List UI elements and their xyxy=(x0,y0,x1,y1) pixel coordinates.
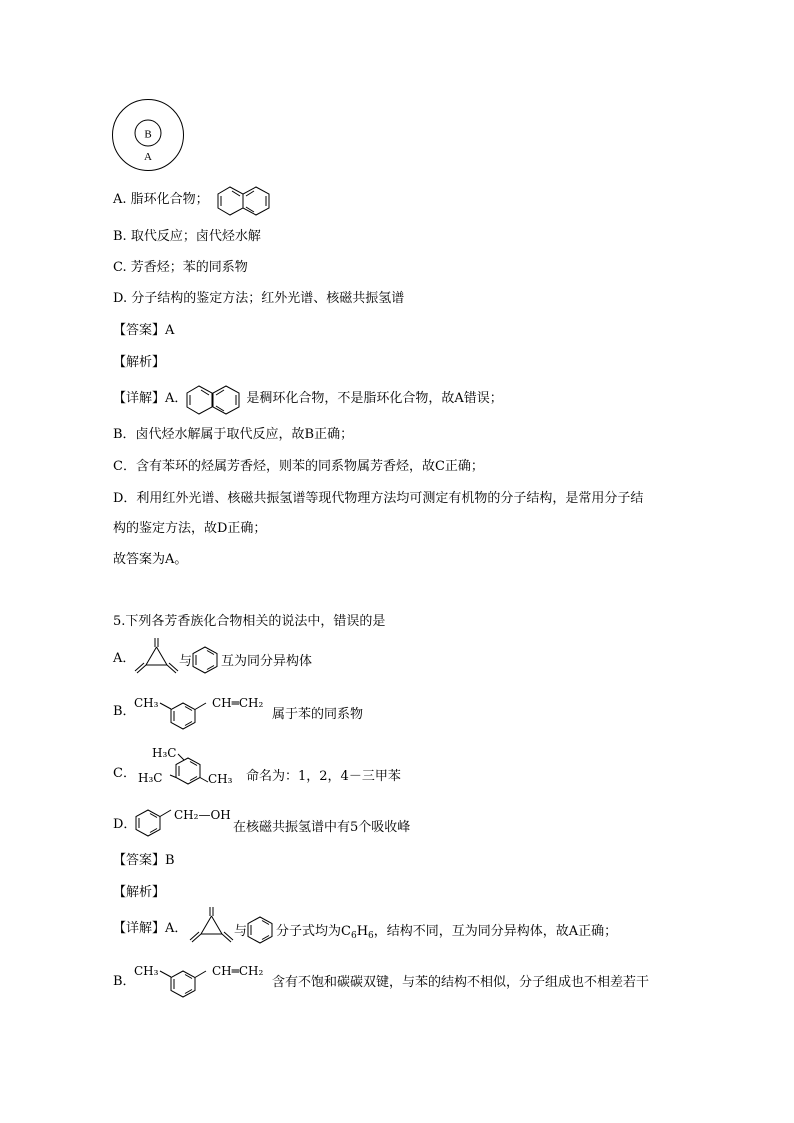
naphthalene-structure-2 xyxy=(186,385,242,415)
q5-option-d-text: 在核磁共振氢谱中有5个吸收峰 xyxy=(233,820,411,835)
vinyl-label-detail-b: CH═CH₂ xyxy=(212,964,264,978)
q4-option-c: C. 芳香烃；苯的同系物 xyxy=(113,260,248,275)
q4-analysis-heading: 【解析】 xyxy=(113,355,166,370)
q4-detail-d-line2: 构的鉴定方法，故D正确； xyxy=(113,521,267,536)
q5-option-a-and: 与 xyxy=(179,654,193,669)
q5-analysis-heading: 【解析】 xyxy=(113,885,166,900)
naphthalene-structure-1 xyxy=(217,186,271,216)
methylenecyclopropene-structure-1 xyxy=(135,637,177,677)
q5-option-c-label: C． xyxy=(113,766,136,781)
q5-option-d-label: D． xyxy=(113,817,137,832)
ch3-label-detail-b: CH₃ xyxy=(134,964,159,978)
q5-option-c-text: 命名为：1，2，4－三甲苯 xyxy=(246,769,401,784)
q5-detail-a-prefix: 【详解】A． xyxy=(113,921,188,936)
q5-option-b-text: 属于苯的同系物 xyxy=(272,707,364,722)
outer-label: A xyxy=(144,151,152,163)
q4-detail-a: 【详解】A． 是稠环化合物，不是脂环化合物，故A错误； xyxy=(113,391,503,406)
methylenecyclopropene-structure-2 xyxy=(190,906,232,946)
q4-conclusion: 故答案为A。 xyxy=(113,552,188,567)
q4-option-a: A. 脂环化合物； xyxy=(113,192,209,207)
q5-detail-b-text: 含有不饱和碳碳双键，与苯的结构不相似，分子组成也不相差若干 xyxy=(272,975,650,990)
vinyltoluene-structure-detail xyxy=(160,965,216,999)
h3c-label-left: H₃C xyxy=(138,771,163,785)
ch2oh-label: CH₂—OH xyxy=(174,808,231,822)
q5-option-b-label: B． xyxy=(113,704,136,719)
benzene-ring-detail-a xyxy=(246,916,276,944)
q5-option-a-label: A． xyxy=(113,651,136,666)
benzyl-alcohol-structure xyxy=(133,808,177,840)
venn-diagram xyxy=(111,98,191,178)
benzene-ring-a xyxy=(191,646,221,674)
q4-detail-b: B．卤代烃水解属于取代反应，故B正确； xyxy=(113,427,354,442)
ch3-label-b: CH₃ xyxy=(134,696,159,710)
h3c-label-top: H₃C xyxy=(152,746,177,760)
q5-stem: 5.下列各芳香族化合物相关的说法中，错误的是 xyxy=(113,614,386,629)
q5-option-a-text: 互为同分异构体 xyxy=(221,654,313,669)
q4-answer: 【答案】A xyxy=(113,323,175,338)
inner-label: B xyxy=(144,128,152,141)
q4-option-b: B. 取代反应；卤代烃水解 xyxy=(113,229,261,244)
vinyltoluene-structure xyxy=(160,697,216,731)
vinyl-label-b: CH═CH₂ xyxy=(212,696,264,710)
q4-option-d: D. 分子结构的鉴定方法；红外光谱、核磁共振氢谱 xyxy=(113,291,405,306)
q5-detail-b-label: B． xyxy=(113,974,136,989)
q5-detail-a-and: 与 xyxy=(234,924,248,939)
q4-detail-d-line1: D．利用红外光谱、核磁共振氢谱等现代物理方法均可测定有机物的分子结构，是常用分子结 xyxy=(113,491,644,506)
q5-answer: 【答案】B xyxy=(113,853,175,868)
q5-detail-a-text: 分子式均为$C_6H_6$，结构不同，互为同分异构体，故A正确； xyxy=(276,924,618,941)
q4-detail-c: C．含有苯环的烃属芳香烃，则苯的同系物属芳香烃，故C正确； xyxy=(113,459,484,474)
ch3-label-right: CH₃ xyxy=(208,772,233,786)
